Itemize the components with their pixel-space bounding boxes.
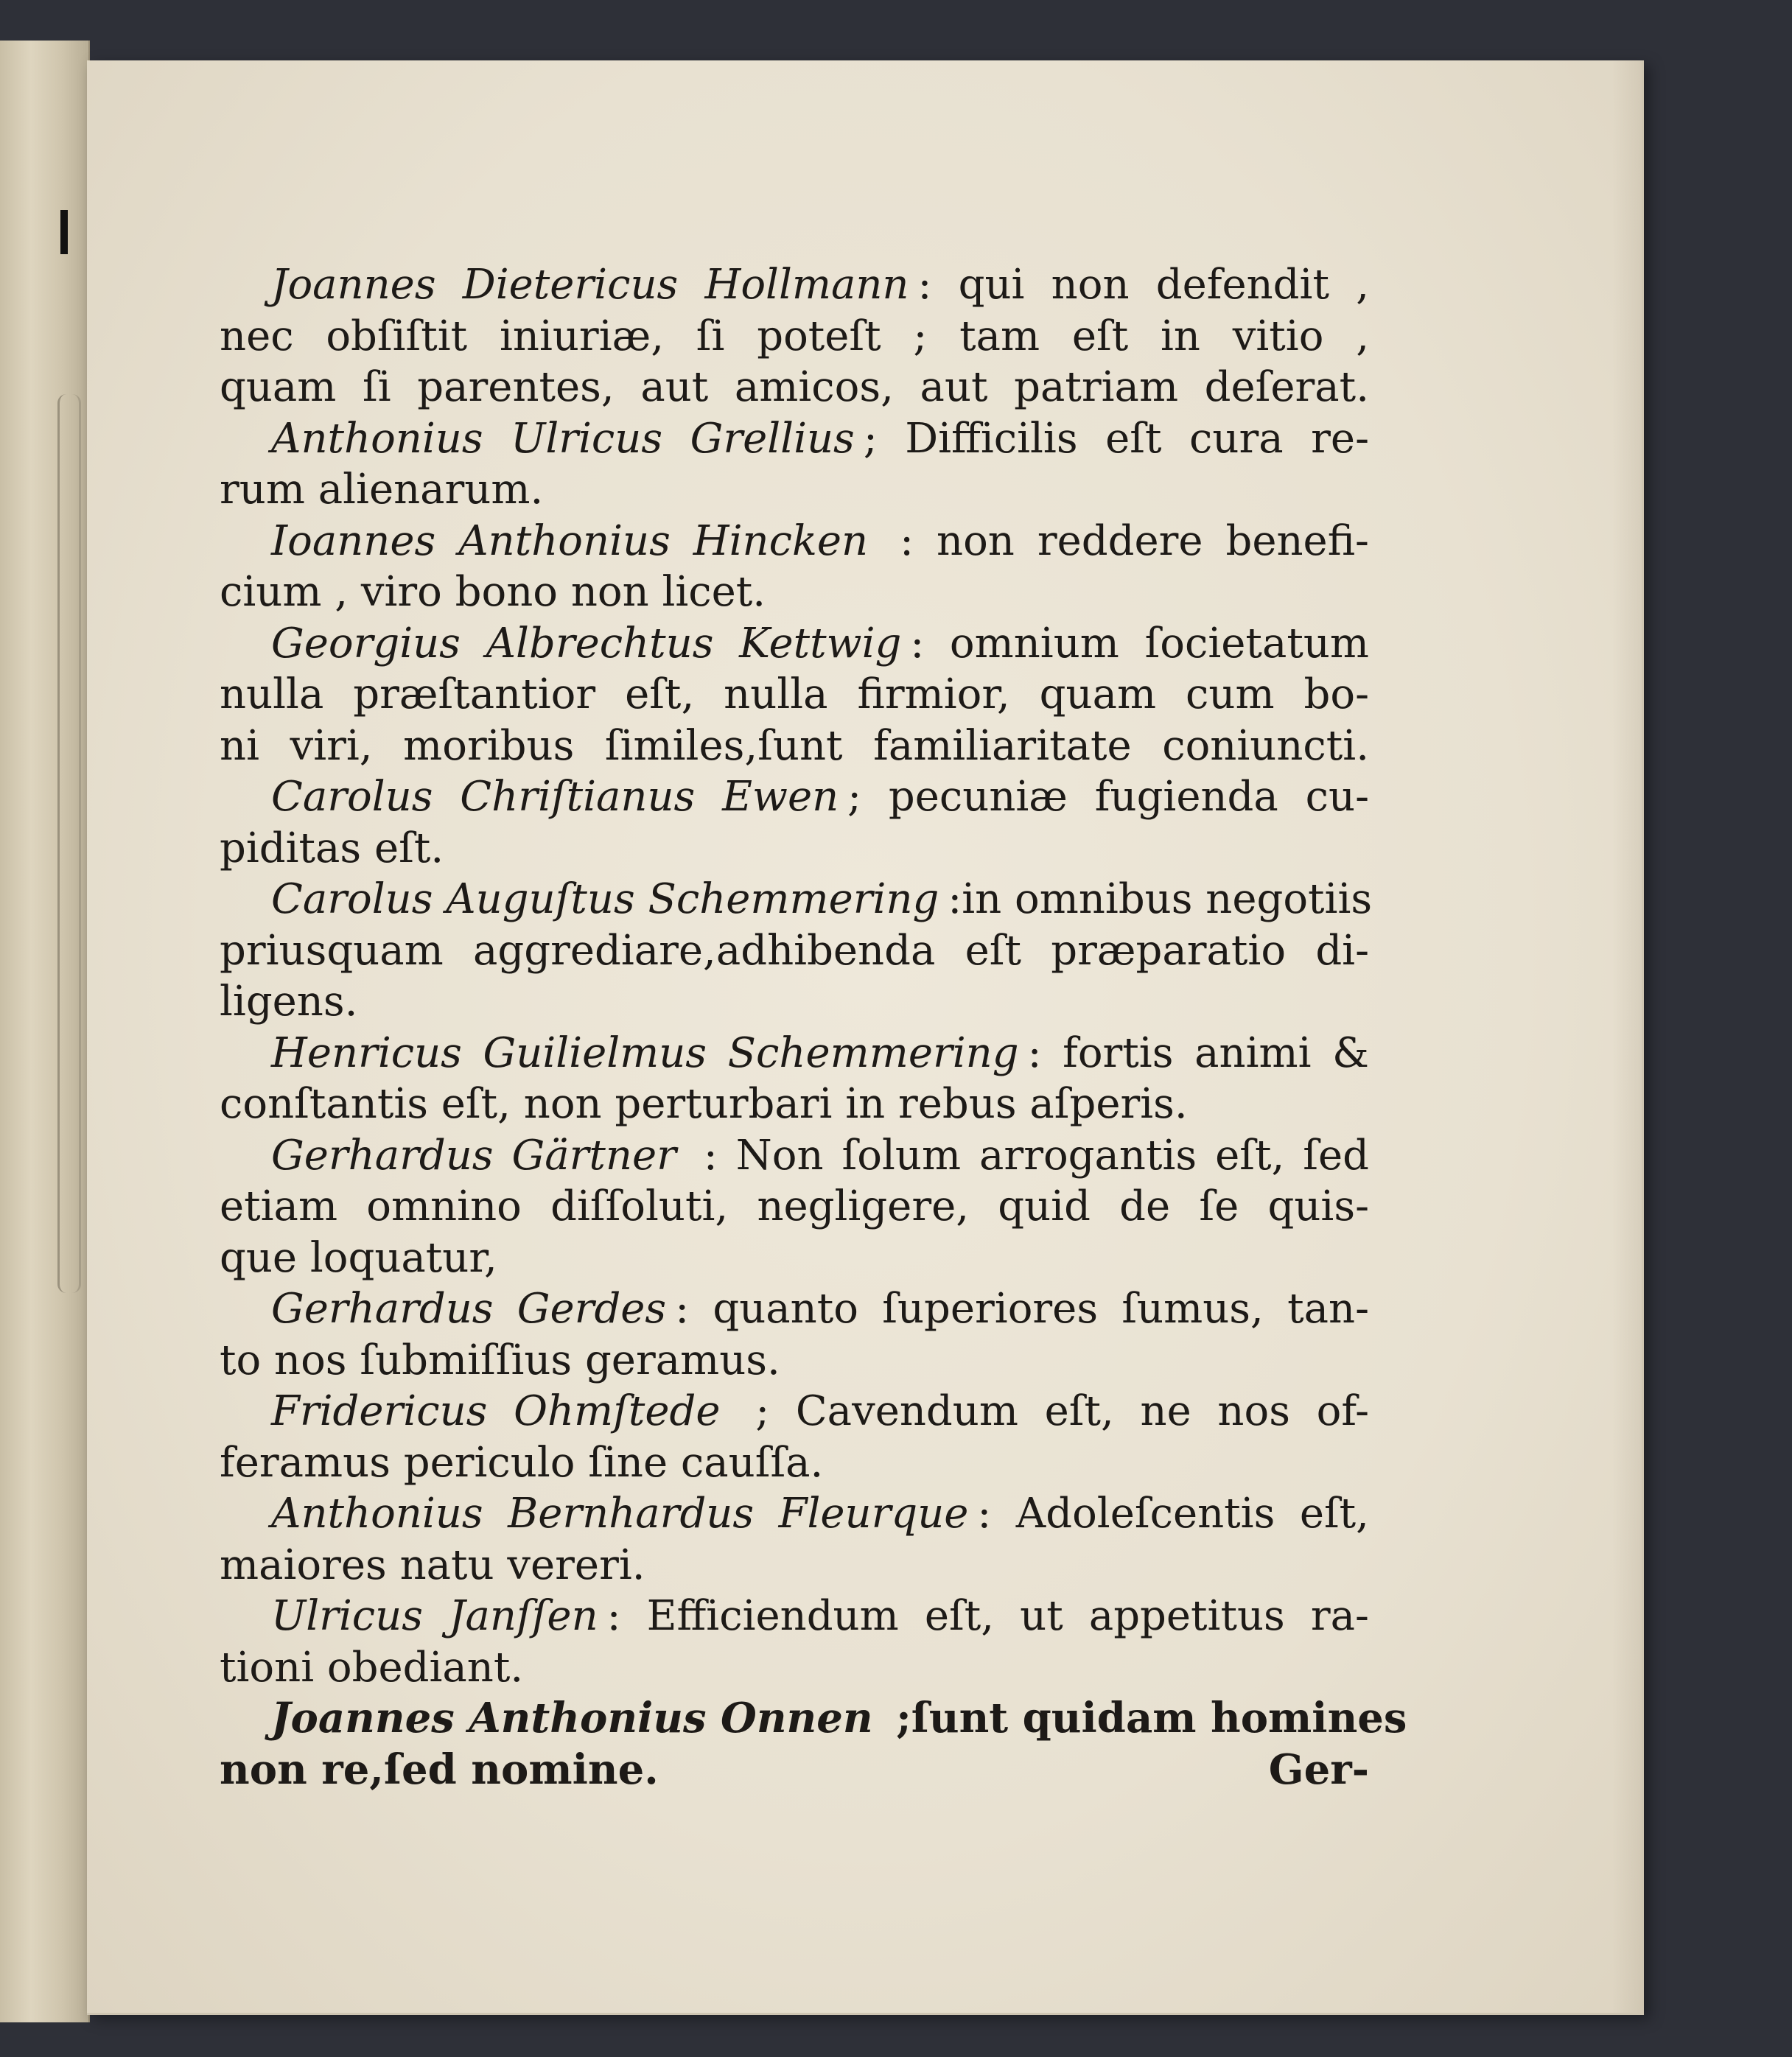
entry-line: nulla præſtantior eſt, nulla firmior, quam cum bo- [220, 670, 1369, 718]
student-name: Anthonius Ulricus Grellius [271, 414, 855, 463]
entry-line: Fridericus Ohmſtede ; Cavendum eſt, ne nos of- [271, 1387, 1370, 1435]
entry-line: que loquatur, [220, 1233, 497, 1282]
entry-line: priusquam aggrediare,adhibenda eſt præparatio di- [220, 926, 1369, 975]
binding-thread [57, 394, 81, 1293]
entry-line: Joannes Anthonius Onnen ;ſunt quidam homines [271, 1694, 1407, 1742]
entry-line: nec obſiſtit iniuriæ, ſi poteſt ; tam eſt in vitio , [220, 312, 1369, 360]
entry-line: Carolus Auguſtus Schemmering :in omnibus negotiis [271, 875, 1373, 923]
student-name: Georgius Albrechtus Kettwig [271, 619, 902, 667]
page-text [220, 259, 1407, 1795]
student-name: Ulricus Janſſen [271, 1592, 598, 1640]
entry-line: Ulricus Janſſen : Efficiendum eſt, ut appetitus ra- [271, 1592, 1369, 1640]
entry-line: etiam omnino diſſoluti, negligere, quid de ſe quis- [220, 1182, 1369, 1230]
entry-line: quam ſi parentes, aut amicos, aut patriam deſerat. [220, 363, 1369, 411]
entry-line: Carolus Chriſtianus Ewen ; pecuniæ fugienda cu- [271, 773, 1369, 821]
entry-line: Georgius Albrechtus Kettwig : omnium ſocietatum [271, 619, 1369, 667]
student-name: Carolus Chriſtianus Ewen [271, 773, 839, 821]
previous-page-edge [0, 41, 90, 2022]
student-name: Gerhardus Gärtner [271, 1131, 676, 1180]
student-name: Gerhardus Gerdes [271, 1285, 667, 1333]
student-name: Joannes Anthonius Onnen [271, 1694, 873, 1742]
student-name: Ioannes Anthonius Hincken [271, 516, 869, 565]
entry-line: tioni obediant. [220, 1643, 524, 1692]
entry-line: Anthonius Bernhardus Fleurque : Adoleſcentis eſt, [271, 1490, 1369, 1538]
catchword: Ger- [1268, 1745, 1369, 1794]
student-name: Joannes Dietericus Hollmann [271, 261, 909, 309]
binding-strip [60, 210, 68, 254]
entry-line: cium , viro bono non licet. [220, 568, 766, 616]
entry-line: feramus periculo ſine cauſſa. [220, 1438, 824, 1487]
student-name: Carolus Auguſtus Schemmering [271, 875, 939, 923]
page-shadow [1612, 60, 1642, 2013]
entry-line: Anthonius Ulricus Grellius ; Difficilis eſt cura re- [271, 414, 1369, 463]
entry-line: maiores natu vereri. [220, 1541, 645, 1589]
entry-line: rum alienarum. [220, 466, 544, 514]
entry-line: Henricus Guilielmus Schemmering : fortis animi & [271, 1028, 1369, 1077]
entry-line: piditas eſt. [220, 824, 444, 872]
document-page [87, 60, 1644, 2015]
entry-line: Gerhardus Gärtner : Non ſolum arrogantis eſt, ſed [271, 1131, 1369, 1180]
entry-line: ni viri, moribus ſimiles,ſunt familiaritate coniuncti. [220, 721, 1369, 770]
entry-line: conſtantis eſt, non perturbari in rebus aſperis. [220, 1080, 1188, 1128]
student-name: Henricus Guilielmus Schemmering [271, 1028, 1019, 1077]
entry-line: Joannes Dietericus Hollmann : qui non defendit , [271, 261, 1369, 309]
entry-line: ligens. [220, 978, 358, 1026]
entry-line: non re,ſed nomine. Ger- [220, 1745, 1369, 1796]
entry-line: Ioannes Anthonius Hincken : non reddere benefi- [271, 516, 1369, 565]
entry-line: Gerhardus Gerdes : quanto ſuperiores ſumus, tan- [271, 1285, 1369, 1333]
entry-line: to nos ſubmiſſius geramus. [220, 1336, 780, 1384]
student-name: Anthonius Bernhardus Fleurque [271, 1490, 969, 1538]
student-name: Fridericus Ohmſtede [271, 1387, 721, 1435]
